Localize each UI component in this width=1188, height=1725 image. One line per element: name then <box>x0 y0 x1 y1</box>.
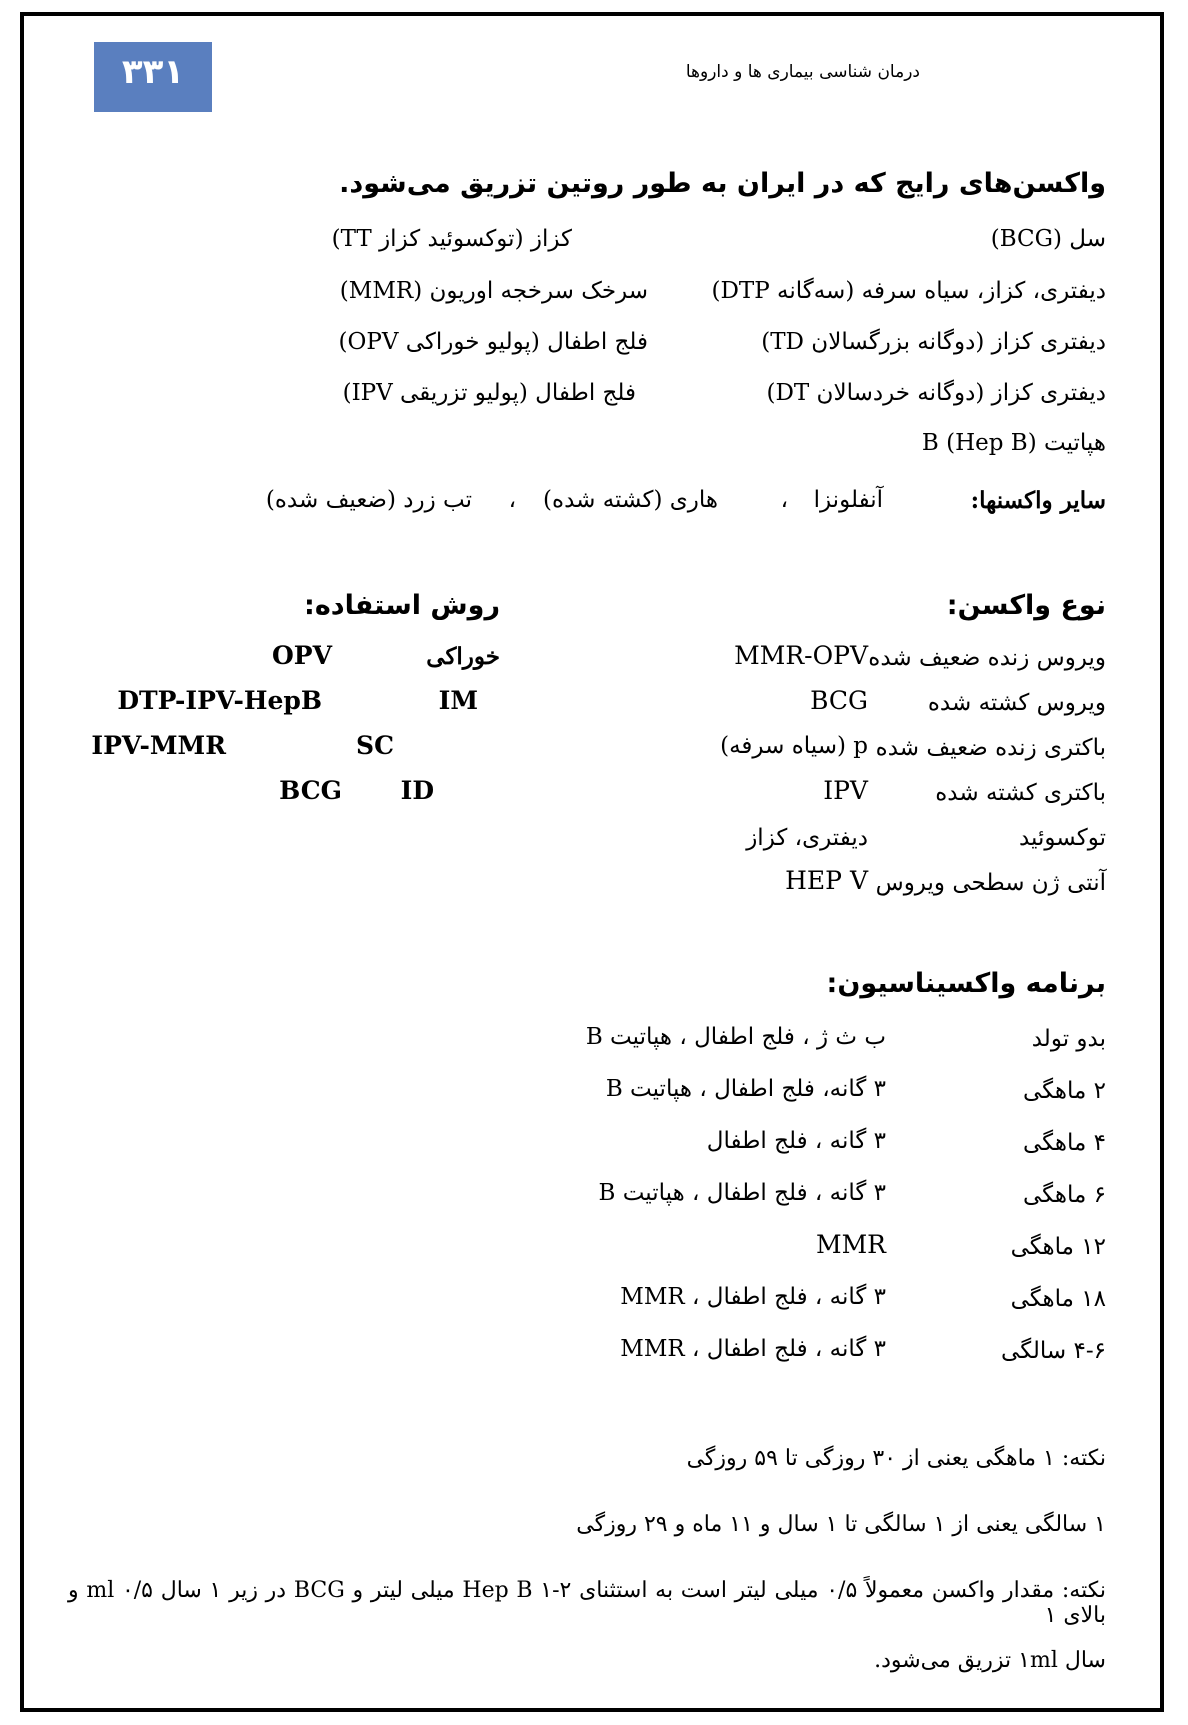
schedule-vaccines-4-6y: ۳ گانه ، فلج اطفال ، MMR <box>620 1336 886 1362</box>
schedule-age-18m: ۱۸ ماهگی <box>1010 1286 1106 1312</box>
other-separator-2: ، <box>508 487 516 513</box>
schedule-age-6m: ۶ ماهگی <box>1023 1182 1106 1208</box>
route-im-vaccines: DTP-IPV-HepB <box>117 686 322 715</box>
schedule-vaccines-birth: ب ث ژ ، فلج اطفال ، هپاتیت B <box>585 1024 886 1050</box>
type-label-killed-bacteria: باکتری کشته شده <box>935 780 1106 806</box>
other-vaccine-influenza: آنفلونزا <box>813 487 883 513</box>
other-vaccines-label: سایر واکسنها: <box>970 487 1106 514</box>
vaccine-type-title: نوع واکسن: <box>946 590 1106 621</box>
schedule-vaccines-6m: ۳ گانه ، فلج اطفال ، هپاتیت B <box>598 1180 886 1206</box>
running-title: درمان شناسی بیماری ها و داروها <box>685 62 920 82</box>
route-id-vaccines: BCG <box>279 776 342 805</box>
other-vaccine-yellow-fever: تب زرد (ضعیف شده) <box>265 487 472 513</box>
schedule-age-4m: ۴ ماهگی <box>1023 1130 1106 1156</box>
type-label-live-virus: ویروس زنده ضعیف شده <box>868 645 1106 671</box>
note-one-year: ۱ سالگی یعنی از ۱ سالگی تا ۱ سال و ۱۱ ماه و ۲۹ روزگی <box>576 1512 1106 1537</box>
type-value-surface-antigen: HEP V <box>785 866 868 895</box>
type-label-live-bacteria: باکتری زنده ضعیف شده <box>875 735 1106 761</box>
route-id: ID <box>400 776 434 805</box>
schedule-age-12m: ۱۲ ماهگی <box>1010 1234 1106 1260</box>
other-separator-1: ، <box>780 487 788 513</box>
vaccination-schedule-title: برنامه واکسیناسیون: <box>826 968 1106 999</box>
schedule-age-2m: ۲ ماهگی <box>1023 1078 1106 1104</box>
route-oral-vaccines: OPV <box>272 641 332 670</box>
route-oral: خوراکی <box>426 643 500 670</box>
type-label-surface-antigen: آنتی ژن سطحی ویروس <box>875 870 1106 896</box>
section-title-routine-vaccines: واکسن‌های رایج که در ایران به طور روتین تزریق می‌شود. <box>339 168 1106 199</box>
schedule-age-4-6y: ۴-۶ سالگی <box>1001 1338 1106 1364</box>
schedule-vaccines-2m: ۳ گانه، فلج اطفال ، هپاتیت B <box>605 1076 886 1102</box>
usage-method-title: روش استفاده: <box>304 590 500 621</box>
page-number-badge: ۳۳۱ <box>94 42 212 112</box>
vaccine-dtp: دیفتری، کزاز، سیاه سرفه (سه‌گانه DTP) <box>711 278 1106 304</box>
type-label-toxoid: توکسوئید <box>1018 825 1106 851</box>
route-sc-vaccines: IPV-MMR <box>91 731 226 760</box>
vaccine-bcg: سل (BCG) <box>990 226 1106 252</box>
schedule-vaccines-4m: ۳ گانه ، فلج اطفال <box>706 1128 886 1154</box>
route-im: IM <box>438 686 478 715</box>
type-value-live-bacteria: p (سیاه سرفه) <box>720 733 868 759</box>
vaccine-ipv: فلج اطفال (پولیو تزریقی IPV) <box>342 380 636 406</box>
vaccine-opv: فلج اطفال (پولیو خوراکی OPV) <box>338 329 648 355</box>
type-value-killed-bacteria: IPV <box>823 776 868 805</box>
vaccine-mmr: سرخک سرخجه اوریون (MMR) <box>339 278 648 304</box>
schedule-vaccines-12m: MMR <box>815 1230 886 1259</box>
vaccine-td: دیفتری کزاز (دوگانه بزرگسالان TD) <box>761 329 1106 355</box>
schedule-vaccines-18m: ۳ گانه ، فلج اطفال ، MMR <box>620 1284 886 1310</box>
note-one-month: نکته: ۱ ماهگی یعنی از ۳۰ روزگی تا ۵۹ روزگی <box>686 1446 1106 1471</box>
note-dosage: نکته: مقدار واکسن معمولاً ۰/۵ میلی لیتر است به استثنای Hep B ۱-۲ میلی لیتر و BCG در زیر ۱ سال ml ۰/۵ و بالای ۱ <box>68 1578 1107 1628</box>
schedule-age-birth: بدو تولد <box>1031 1026 1106 1052</box>
vaccine-hepb: هپاتیت B (Hep B) <box>921 430 1106 456</box>
vaccine-dt: دیفتری کزاز (دوگانه خردسالان DT) <box>766 380 1106 406</box>
type-value-live-virus: MMR-OPV <box>734 641 868 670</box>
other-vaccine-rabies: هاری (کشته شده) <box>543 487 718 513</box>
note-dosage-continued: سال ۱ml تزریق می‌شود. <box>874 1648 1106 1673</box>
type-value-toxoid: دیفتری، کزاز <box>746 825 868 851</box>
vaccine-tt: کزاز (توکسوئید کزاز TT) <box>331 226 572 252</box>
type-label-killed-virus: ویروس کشته شده <box>927 690 1106 716</box>
route-sc: SC <box>356 731 394 760</box>
type-value-killed-virus: BCG <box>810 686 868 715</box>
